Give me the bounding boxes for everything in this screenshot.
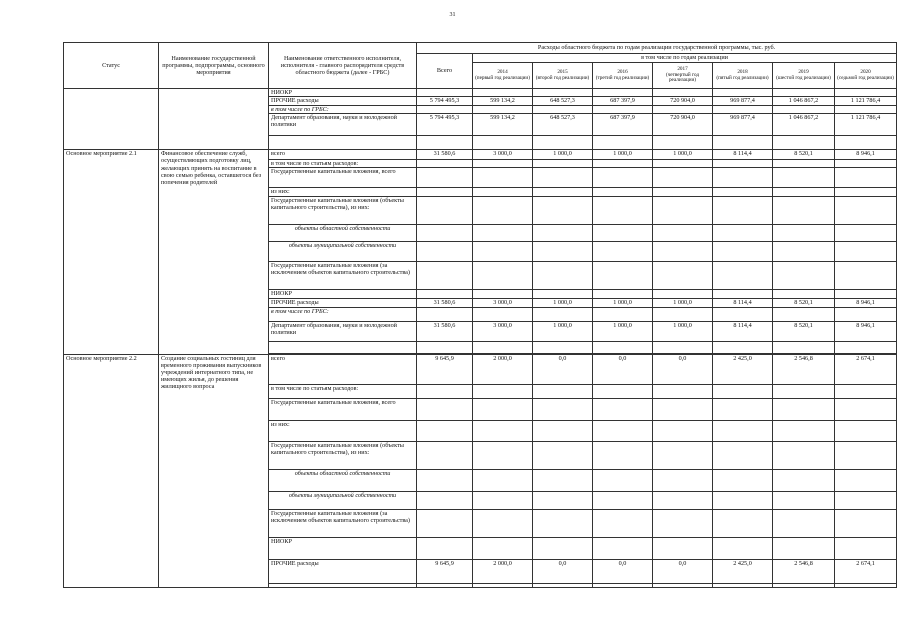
value-cell: 3 000,0 (473, 150, 533, 160)
value-cell: 0,0 (593, 354, 653, 384)
value-cell: 2 546,8 (773, 354, 835, 384)
value-cell: 0,0 (653, 559, 713, 583)
program-name-2-2: Создание социальных гостиниц для временного проживания выпускников учреждений интернатного типа, не имеющих жилья, до решения жилищного вопроса (159, 354, 269, 587)
value-cell: 0,0 (653, 354, 713, 384)
row-label-grbs: в том числе по ГРБС: (269, 307, 417, 321)
budget-table (63, 42, 897, 588)
value-cell: 3 000,0 (473, 321, 533, 341)
value-cell: 9 645,9 (417, 354, 473, 384)
value-cell: 1 000,0 (533, 321, 593, 341)
year-label: 2016 (617, 68, 628, 75)
year-label: 2018 (737, 68, 748, 75)
value-cell: 0,0 (533, 354, 593, 384)
value-cell: 8 114,4 (713, 150, 773, 160)
row-label-by-articles: в том числе по статьям расходов: (269, 384, 417, 398)
row-label-dept: Департамент образования, науки и молодежной политики (269, 321, 417, 341)
value-cell: 8 520,1 (773, 321, 835, 341)
page-number: 31 (449, 12, 456, 18)
value-cell: 8 114,4 (713, 298, 773, 307)
value-cell: 720 904,0 (653, 114, 713, 136)
row-label-prochie: ПРОЧИЕ расходы (269, 97, 417, 106)
row-label-obl-sobst: объекты областной собственности (269, 469, 417, 491)
row-label-mun-sobst: объекты муниципальной собственности (269, 491, 417, 509)
value-cell: 31 580,6 (417, 321, 473, 341)
value-cell: 599 134,2 (473, 114, 533, 136)
value-cell: 1 000,0 (653, 298, 713, 307)
value-cell: 1 046 867,2 (773, 114, 835, 136)
row-label-vsego: всего (269, 150, 417, 160)
value-cell: 1 000,0 (593, 321, 653, 341)
header-executor: Наименование ответственного исполнителя, исполнителя - главного распорядителя средств областного бюджета (далее - ГРБС) (269, 43, 417, 89)
row-label-iz-nih: из них: (269, 420, 417, 441)
header-year-2015 (533, 63, 593, 89)
program-name-2-1: Финансовое обеспечение служб, осуществляющих подготовку лиц, желающих принять на воспитание в свою семью ребенка, оставшегося без попечения родителей (159, 150, 269, 354)
status-cell-empty (64, 89, 159, 150)
header-program-name: Наименование государственной программы, подпрограммы, основного мероприятия (159, 43, 269, 89)
value-cell: 720 904,0 (653, 97, 713, 106)
row-label-niokr: НИОКР (269, 537, 417, 559)
row-label-iz-nih: из них: (269, 188, 417, 196)
value-cell: 1 121 786,4 (835, 97, 897, 106)
value-cell: 648 527,3 (533, 114, 593, 136)
value-cell: 1 046 867,2 (773, 97, 835, 106)
year-note: (седьмой год реализации) (837, 74, 894, 81)
value-cell: 8 946,1 (835, 298, 897, 307)
value-cell: 687 397,9 (593, 97, 653, 106)
value-cell: 8 520,1 (773, 150, 835, 160)
value-cell: 1 000,0 (533, 298, 593, 307)
value-cell: 2 425,0 (713, 354, 773, 384)
value-cell: 1 000,0 (653, 150, 713, 160)
value-cell: 648 527,3 (533, 97, 593, 106)
value-cell: 1 121 786,4 (835, 114, 897, 136)
row-label-cap-excl: Государственные капитальные вложения (за исключением объектов капитального строительства) (269, 509, 417, 537)
program-cell-empty (159, 89, 269, 150)
value-cell: 0,0 (533, 559, 593, 583)
row-label-grbs: в том числе по ГРБС: (269, 106, 417, 114)
row-label-cap-invest: Государственные капитальные вложения, всего (269, 168, 417, 188)
year-note: (пятый год реализации) (716, 74, 769, 81)
header-year-2017 (653, 63, 713, 89)
value-cell: 8 114,4 (713, 321, 773, 341)
value-cell: 8 520,1 (773, 298, 835, 307)
year-note: (второй год реализации) (535, 74, 590, 81)
value-cell: 1 000,0 (533, 150, 593, 160)
value-cell: 5 794 495,3 (417, 114, 473, 136)
row-label-niokr: НИОКР (269, 289, 417, 298)
value-cell: 599 134,2 (473, 97, 533, 106)
value-cell: 8 946,1 (835, 150, 897, 160)
row-label-cap-obj: Государственные капитальные вложения (объекты капитального строительства), из них: (269, 196, 417, 224)
header-year-2016 (593, 63, 653, 89)
value-cell: 1 000,0 (593, 298, 653, 307)
year-label: 2017 (677, 65, 688, 72)
status-main-event-2-1: Основное мероприятие 2.1 (64, 150, 159, 354)
value-cell: 2 000,0 (473, 354, 533, 384)
value-cell: 2 674,1 (835, 559, 897, 583)
value-cell: 2 546,8 (773, 559, 835, 583)
year-note: (третий год реализации) (595, 74, 650, 81)
row-label-vsego: всего (269, 354, 417, 384)
year-note: (первый год реализации) (475, 74, 530, 81)
row-label-cap-excl: Государственные капитальные вложения (за исключением объектов капитального строительства) (269, 261, 417, 289)
row-label-prochie: ПРОЧИЕ расходы (269, 559, 417, 583)
value-cell: 1 000,0 (593, 150, 653, 160)
value-cell: 969 877,4 (713, 114, 773, 136)
row-label-cap-obj: Государственные капитальные вложения (объекты капитального строительства), из них: (269, 441, 417, 469)
value-cell: 31 580,6 (417, 298, 473, 307)
header-year-2018 (713, 63, 773, 89)
row-label-cap-invest: Государственные капитальные вложения, всего (269, 398, 417, 420)
row-label-dept: Департамент образования, науки и молодежной политики (269, 114, 417, 136)
year-label: 2020 (860, 68, 871, 75)
value-cell: 5 794 495,3 (417, 97, 473, 106)
header-total: Всего (417, 54, 473, 89)
row-label-obl-sobst: объекты областной собственности (269, 224, 417, 241)
header-year-2019 (773, 63, 835, 89)
value-cell: 31 580,6 (417, 150, 473, 160)
value-cell: 1 000,0 (653, 321, 713, 341)
value-cell: 3 000,0 (473, 298, 533, 307)
row-label-prochie: ПРОЧИЕ расходы (269, 298, 417, 307)
year-note: (четвертый год реализации) (665, 71, 700, 84)
value-cell: 969 877,4 (713, 97, 773, 106)
value-cell: 2 000,0 (473, 559, 533, 583)
year-label: 2015 (557, 68, 568, 75)
value-cell: 2 674,1 (835, 354, 897, 384)
header-expenses-title: Расходы областного бюджета по годам реализации государственной программы, тыс. руб. (417, 43, 897, 54)
header-status: Статус (64, 43, 159, 89)
header-by-years: в том числе по годам реализации (473, 54, 897, 63)
header-year-2014 (473, 63, 533, 89)
row-label-mun-sobst: объекты муниципальной собственности (269, 241, 417, 261)
row-label-by-articles: в том числе по статьям расходов: (269, 160, 417, 168)
value-cell: 687 397,9 (593, 114, 653, 136)
row-label-niokr: НИОКР (269, 89, 417, 97)
year-label: 2019 (798, 68, 809, 75)
header-year-2020 (835, 63, 897, 89)
value-cell: 8 946,1 (835, 321, 897, 341)
status-main-event-2-2: Основное мероприятие 2.2 (64, 354, 159, 587)
year-note: (шестой год реализации) (776, 74, 831, 81)
value-cell: 9 645,9 (417, 559, 473, 583)
value-cell: 2 425,0 (713, 559, 773, 583)
year-label: 2014 (497, 68, 508, 75)
value-cell: 0,0 (593, 559, 653, 583)
